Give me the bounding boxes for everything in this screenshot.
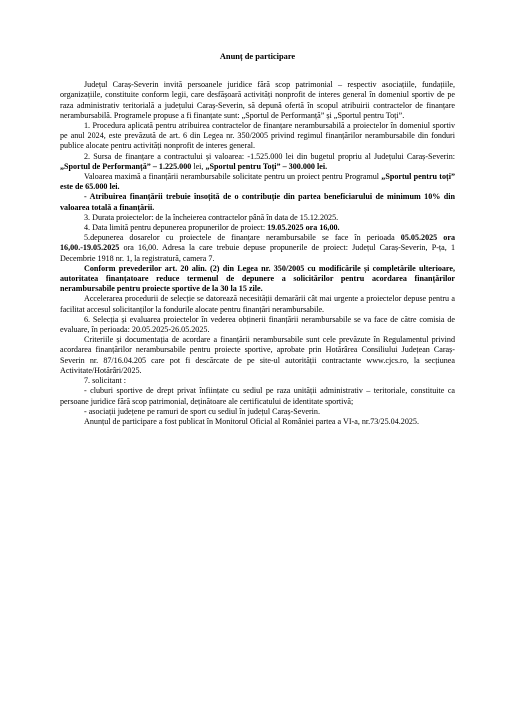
paragraph-procedure: 1. Procedura aplicată pentru atribuirea contractelor de finanțare nerambursabilă a proiectelor în domeniul sportiv pe anul 2024, este prevăzută de art. 6 din Legea nr. 350/2005 privind regimul finanțărilor nerambursabile din fonduri publice alocate pentru activități nonprofit de interes general. bbox=[60, 121, 455, 151]
paragraph-submission bbox=[60, 233, 455, 264]
paragraph-sports-clubs: - cluburi sportive de drept privat înființate cu sediul pe raza unității administrativ – teritoriale, constituite ca persoane juridice fără scop patrimonial, deținătoare ale certificatului de identitate sportivă; bbox=[60, 386, 455, 406]
paragraph-deadline bbox=[60, 223, 455, 233]
paragraph-applicant: 7. solicitant : bbox=[84, 376, 127, 386]
page-title: Anunț de participare bbox=[219, 52, 296, 61]
deadline-text: 4. Data limită pentru depunerea propunerilor de proiect: bbox=[84, 223, 268, 233]
intro-paragraph: Județul Caraș-Severin invită persoanele juridice fără scop patrimonial – respectiv asociațiile, fundațiile, organizațiile, constituite conform legii, care desfășoară activități nonprofit de interes general în domeniul sportiv de pe raza administrativ teritorială a județului Caraș-Severin, să depună ofertă în scopul atribuirii contractelor de finanțare nerambursabilă. Programele propuse a fi finanțate sunt: „Sportul de Performanță” și „Sportul pentru Toți”. bbox=[60, 80, 455, 120]
deadline-date: 19.05.2025 ora 16,00. bbox=[267, 223, 340, 233]
paragraph-contribution bbox=[60, 192, 455, 212]
funding-source-text: 2. Sursa de finanțare a contractului și valoarea: -1.525.000 lei din bugetul propriu al Județului Caraș-Severin: bbox=[84, 151, 455, 161]
submission-period: 05.05.2025 ora 16,00.-19.05.2025 bbox=[60, 233, 455, 253]
paragraph-evaluation: 6. Selecția și evaluarea proiectelor în vederea obținerii finanțării nerambursabile se va face de către comisia de evaluare, în perioada: 20.05.2025-26.05.2025. bbox=[60, 314, 455, 335]
paragraph-duration: 3. Durata proiectelor: de la încheierea contractelor până în data de 15.12.2025. bbox=[84, 212, 339, 222]
sport-for-all-amount: „Sportul pentru Toți” – 300.000 lei. bbox=[205, 161, 328, 171]
submission-address: ora 16,00. Adresa la care trebuie depuse propunerile de proiect: Județul Caraș-Severin, P-ța, 1 Decembrie 1918 nr. 1, la registratură, camera 7. bbox=[60, 243, 455, 263]
legal-provision-text: Conform prevederilor art. 20 alin. (2) din Legea nr. 350/2005 cu modificările și completările ulterioare, autoritatea finanțatoare reduce termenul de depunere a solicitărilor pentru acordarea finanțărilor nerambursabile pentru proiecte sportive de la 30 la 15 zile. bbox=[60, 263, 455, 294]
submission-text: 5.depunerea dosarelor cu proiectele de finanțare nerambursabile se face în perioada bbox=[84, 233, 401, 243]
performance-sport-amount: „Sportul de Performanță” – 1.225.000 bbox=[60, 161, 192, 171]
paragraph-max-value bbox=[60, 172, 455, 192]
paragraph-publication: Anunțul de participare a fost publicat în Monitorul Oficial al României partea a VI-a, nr.73/25.04.2025. bbox=[84, 416, 419, 426]
paragraph-acceleration: Accelerarea procedurii de selecție se datorează necesității demarării cât mai urgente a proiectelor depuse pentru a facilitat accesul solicitanților la fondurile alocate pentru finanțări nerambursabile. bbox=[60, 294, 455, 314]
currency-separator: lei, bbox=[191, 161, 206, 171]
contribution-text: - Atribuirea finanțării trebuie însoțită de o contribuție din partea beneficiarului de minimum 10% din valoarea totală a finanțării. bbox=[60, 192, 455, 212]
paragraph-criteria: Criteriile și documentația de acordare a finanțării nerambursabile sunt cele prevăzute în Regulamentul privind acordarea finanțărilor nerambursabile pentru proiecte sportive, aprobate prin Hotărârea Consiliului Județean Caraș-Severin nr. 87/16.04.205 care pot fi descărcate de pe site-ul autorității contractante www.cjcs.ro, la secțiunea Activitate/Hotărâri/2025. bbox=[60, 335, 455, 375]
max-value-amount: „Sportul pentru toți” este de 65.000 lei. bbox=[60, 172, 455, 192]
max-value-text: Valoarea maximă a finanțării nerambursabile solicitate pentru un proiect pentru Programul bbox=[84, 172, 382, 182]
document-body bbox=[60, 52, 455, 427]
paragraph-associations: - asociații județene pe ramuri de sport cu sediul în județul Caraș-Severin. bbox=[84, 406, 320, 416]
paragraph-legal-provision bbox=[60, 264, 455, 295]
paragraph-funding-source bbox=[60, 152, 455, 172]
